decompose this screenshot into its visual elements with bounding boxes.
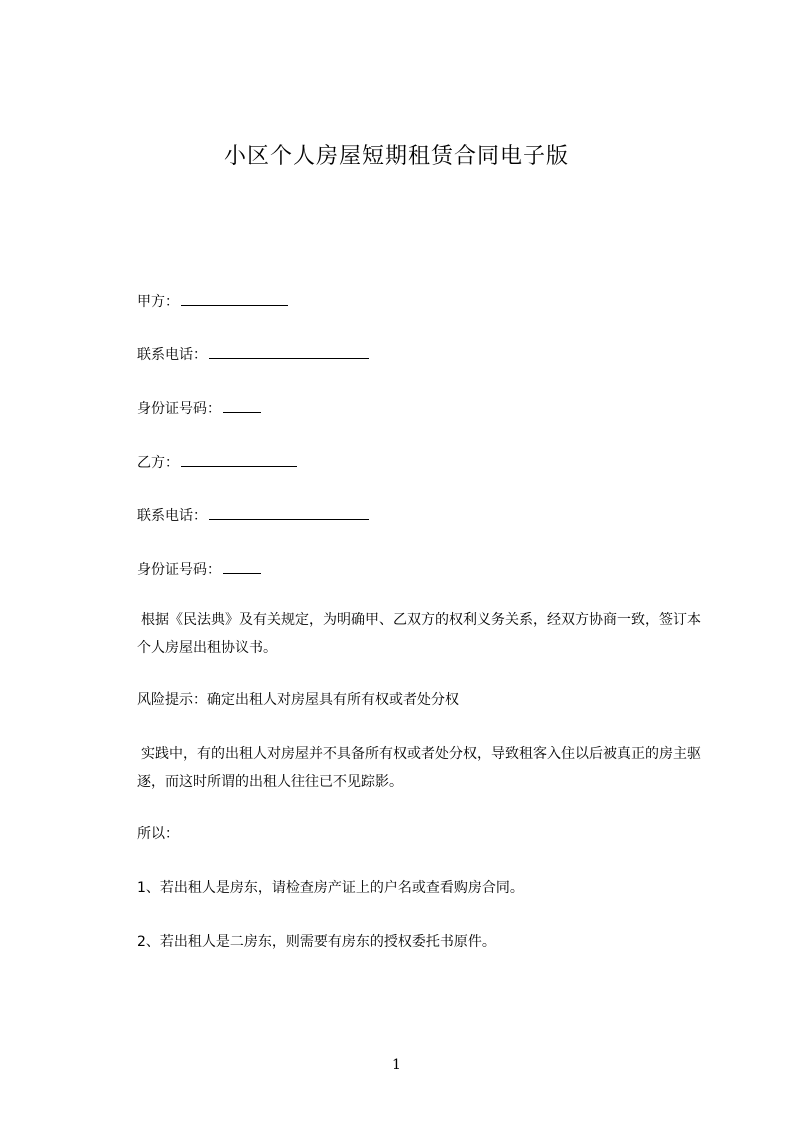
intro-paragraph (137, 606, 705, 662)
risk-tip-text: 风险提示：确定出租人对房屋具有所有权或者处分权 (137, 692, 459, 708)
page-number: 1 (392, 1057, 401, 1073)
party-b-id-blank[interactable] (223, 559, 261, 574)
item-2-paragraph (137, 928, 705, 956)
party-a-blank[interactable] (181, 291, 288, 306)
risk-tip-paragraph (137, 686, 705, 714)
party-b-phone-blank[interactable] (209, 505, 369, 520)
party-b-blank[interactable] (181, 452, 297, 467)
party-a-id-label: 身份证号码： (137, 401, 221, 417)
party-a-id-line (137, 398, 261, 419)
party-b-phone-line (137, 505, 369, 526)
party-b-id-label: 身份证号码： (137, 562, 221, 578)
practice-paragraph (137, 740, 705, 796)
therefore-text: 所以： (137, 826, 179, 842)
party-a-line (137, 291, 288, 312)
party-a-phone-label: 联系电话： (137, 347, 207, 363)
item-2-text: 2、若出租人是二房东，则需要有房东的授权委托书原件。 (137, 934, 496, 950)
intro-text: 根据《民法典》及有关规定，为明确甲、乙双方的权利义务关系，经双方协商一致，签订本个人房屋出租协议书。 (137, 612, 701, 656)
item-1-paragraph (137, 874, 705, 902)
party-b-label: 乙方： (137, 455, 179, 471)
party-a-id-blank[interactable] (223, 398, 261, 413)
item-1-text: 1、若出租人是房东，请检查房产证上的户名或查看购房合同。 (137, 880, 524, 896)
document-title: 小区个人房屋短期租赁合同电子版 (223, 144, 569, 169)
party-a-phone-blank[interactable] (209, 344, 369, 359)
party-b-line (137, 452, 297, 473)
party-b-id-line (137, 559, 261, 580)
party-b-phone-label: 联系电话： (137, 508, 207, 524)
practice-text: 实践中，有的出租人对房屋并不具备所有权或者处分权，导致租客入住以后被真正的房主驱逐，而这时所谓的出租人往往已不见踪影。 (137, 746, 701, 790)
party-a-label: 甲方： (137, 294, 179, 310)
party-a-phone-line (137, 344, 369, 365)
therefore-paragraph (137, 820, 705, 848)
